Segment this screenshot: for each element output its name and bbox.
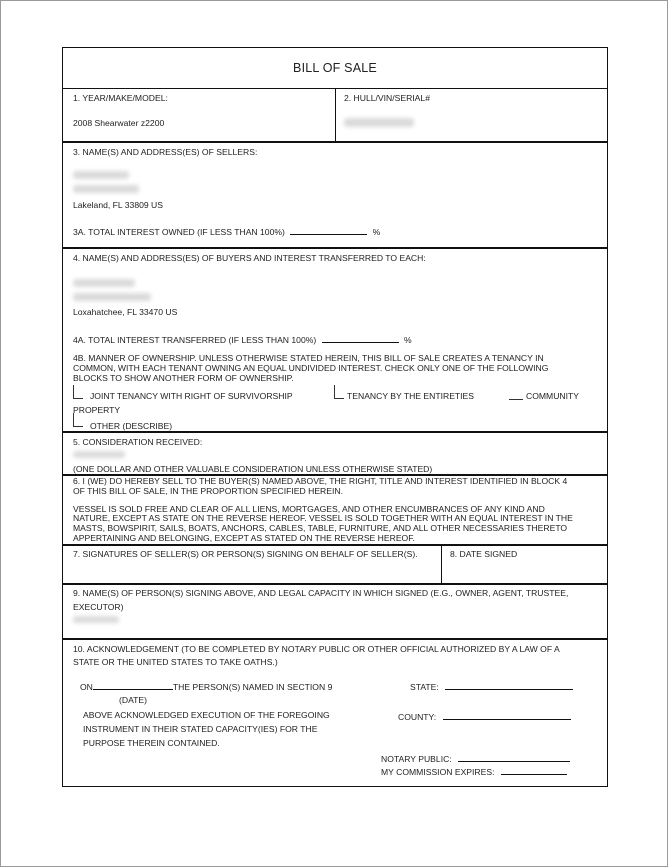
divider-sale: [63, 544, 607, 546]
consideration-note: (ONE DOLLAR AND OTHER VALUABLE CONSIDERATION UNLESS OTHERWISE STATED): [73, 464, 433, 474]
form-title: BILL OF SALE: [293, 61, 377, 75]
notary-row: [381, 752, 570, 765]
sale-line3: VESSEL IS SOLD FREE AND CLEAR OF ALL LIENS, MORTGAGES, AND OTHER ENCUMBRANCES OF ANY KIND AND: [73, 504, 545, 514]
interest-owned-unit: %: [372, 227, 381, 237]
county-field[interactable]: [443, 710, 571, 720]
divider-sellers: [63, 247, 607, 249]
signatures-label: 7. SIGNATURES OF SELLER(S) OR PERSON(S) SIGNING ON BEHALF OF SELLER(S).: [73, 549, 418, 559]
interest-transferred-field[interactable]: [322, 333, 399, 343]
notary-label: NOTARY PUBLIC:: [381, 754, 452, 764]
state-field[interactable]: [445, 680, 573, 690]
buyers-label: 4. NAME(S) AND ADDRESS(ES) OF BUYERS AND INTEREST TRANSFERRED TO EACH:: [73, 253, 426, 263]
ownership-line1: 4B. MANNER OF OWNERSHIP. UNLESS OTHERWISE STATED HEREIN, THIS BILL OF SALE CREATES A TENANCY IN: [73, 353, 544, 363]
joint-tenancy-checkbox[interactable]: [73, 385, 83, 399]
other-checkbox[interactable]: [73, 413, 83, 427]
ack-on-label: ON: [80, 682, 93, 692]
sale-line2: OF THIS BILL OF SALE, IN THE PROPORTION SPECIFIED HEREIN.: [73, 486, 343, 496]
interest-transferred-row: [73, 333, 412, 346]
interest-transferred-label: 4A. TOTAL INTEREST TRANSFERRED (IF LESS THAN 100%): [73, 335, 317, 345]
state-label: STATE:: [410, 682, 439, 692]
buyer-name-redacted[interactable]: [73, 279, 135, 287]
acknowledgement-line2: STATE OR THE UNITED STATES TO TAKE OATHS.): [73, 657, 278, 667]
signer-names-line2: EXECUTOR): [73, 602, 124, 612]
expires-label: MY COMMISSION EXPIRES:: [381, 767, 495, 777]
date-signed-field[interactable]: [445, 562, 605, 580]
community-checkbox[interactable]: [509, 399, 523, 400]
ack-date-label: (DATE): [119, 695, 148, 705]
hull-vin-redacted[interactable]: [344, 118, 414, 127]
seller-name-redacted[interactable]: [73, 171, 129, 179]
signature-field[interactable]: [67, 562, 437, 580]
divider-col-date: [441, 544, 442, 583]
year-make-model-label: 1. YEAR/MAKE/MODEL:: [73, 93, 168, 103]
divider-row1: [63, 141, 607, 143]
signer-names-line1: 9. NAME(S) OF PERSON(S) SIGNING ABOVE, AND LEGAL CAPACITY IN WHICH SIGNED (E.G., OWNER, AGENT, TRUSTEE,: [73, 588, 569, 598]
sale-line6: APPERTAINING AND BELONGING, EXCEPT AS STATED ON THE REVERSE HEREOF.: [73, 533, 415, 543]
buyer-city[interactable]: Loxahatchee, FL 33470 US: [73, 307, 178, 317]
state-row: [410, 680, 573, 693]
notary-field[interactable]: [458, 752, 570, 762]
ack-body3: PURPOSE THEREIN CONTAINED.: [83, 738, 220, 748]
divider-names: [63, 638, 607, 640]
consideration-label: 5. CONSIDERATION RECEIVED:: [73, 437, 203, 447]
expires-row: [381, 765, 567, 778]
consideration-value-redacted[interactable]: [73, 451, 125, 458]
ack-body1: ABOVE ACKNOWLEDGED EXECUTION OF THE FOREGOING: [83, 710, 330, 720]
entireties-checkbox[interactable]: [334, 385, 344, 399]
interest-owned-row: [73, 225, 380, 238]
ack-body2: INSTRUMENT IN THEIR STATED CAPACITY(IES) FOR THE: [83, 724, 318, 734]
sale-line4: NATURE, EXCEPT AS STATE ON THE REVERSE HEREOF. VESSEL IS SOLD TOGETHER WITH AN EQUAL INTEREST IN THE: [73, 513, 573, 523]
bill-of-sale-form: [62, 47, 608, 787]
ack-on-row: [80, 680, 332, 693]
year-make-model-value[interactable]: 2008 Shearwater z2200: [73, 118, 165, 128]
county-row: [398, 710, 571, 723]
date-signed-label: 8. DATE SIGNED: [450, 549, 518, 559]
signer-name-redacted[interactable]: [73, 616, 119, 623]
interest-transferred-unit: %: [404, 335, 412, 345]
ack-persons-label: THE PERSON(S) NAMED IN SECTION 9: [172, 682, 333, 692]
expires-field[interactable]: [501, 765, 567, 775]
divider-col-hull: [335, 88, 336, 141]
sale-line5: MASTS, BOWSPIRIT, SAILS, BOATS, ANCHORS, CABLES, TABLE, FURNITURE, AND ALL OTHER NECESSARIES THERETO: [73, 523, 568, 533]
sellers-label: 3. NAME(S) AND ADDRESS(ES) OF SELLERS:: [73, 147, 258, 157]
divider-signatures: [63, 583, 607, 585]
other-label: OTHER (DESCRIBE): [90, 421, 173, 431]
joint-tenancy-label: JOINT TENANCY WITH RIGHT OF SURVIVORSHIP: [90, 391, 293, 401]
ack-date-field[interactable]: [93, 680, 173, 690]
county-label: COUNTY:: [398, 712, 437, 722]
acknowledgement-line1: 10. ACKNOWLEDGEMENT (TO BE COMPLETED BY NOTARY PUBLIC OR OTHER OFFICIAL AUTHORIZED BY A LAW OF A: [73, 644, 560, 654]
seller-address-redacted[interactable]: [73, 185, 139, 193]
seller-city[interactable]: Lakeland, FL 33809 US: [73, 200, 163, 210]
interest-owned-label: 3A. TOTAL INTEREST OWNED (IF LESS THAN 100%): [73, 227, 285, 237]
entireties-label: TENANCY BY THE ENTIRETIES: [347, 391, 475, 401]
community-label: COMMUNITY: [526, 391, 579, 401]
ownership-line3: BLOCKS TO SHOW ANOTHER FORM OF OWNERSHIP.: [73, 373, 294, 383]
sale-line1: 6. I (WE) DO HEREBY SELL TO THE BUYER(S) NAMED ABOVE, THE RIGHT, TITLE AND INTEREST IDENTIFIED IN BLOCK 4: [73, 476, 568, 486]
ownership-line2: COMMON, WITH EACH TENANT OWNING AN EQUAL UNDIVIDED INTEREST. CHECK ONLY ONE OF THE FOLLOWING: [73, 363, 549, 373]
buyer-address-redacted[interactable]: [73, 293, 151, 301]
property-label: PROPERTY: [73, 405, 121, 415]
hull-vin-label: 2. HULL/VIN/SERIAL#: [344, 93, 430, 103]
interest-owned-field[interactable]: [290, 225, 367, 235]
